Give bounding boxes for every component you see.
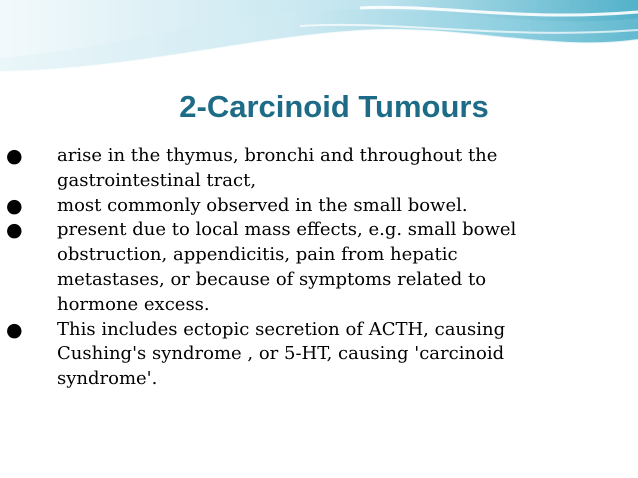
bullet-line: This includes ectopic secretion of ACTH, causing xyxy=(57,318,506,340)
bullet-line: gastrointestinal tract, xyxy=(57,169,257,191)
bullet-dot-icon: ● xyxy=(6,145,23,167)
bullet-line: obstruction, appendicitis, pain from hepatic xyxy=(57,244,458,266)
bullet-line: metastases, or because of symptoms related to xyxy=(57,268,487,290)
bullet-line: hormone excess. xyxy=(57,293,210,315)
bullet-line: most commonly observed in the small bowel. xyxy=(57,194,468,216)
bullet-dot-icon: ● xyxy=(6,194,23,217)
bullet-item-3 xyxy=(6,218,606,317)
bullet-item-1 xyxy=(6,144,606,194)
bullet-line: arise in the thymus, bronchi and throughout the xyxy=(57,145,498,166)
bullet-dot-icon: ● xyxy=(6,219,23,242)
decorative-wave-banner xyxy=(0,0,638,78)
bullet-item-4 xyxy=(6,318,606,392)
bullet-item-2 xyxy=(6,194,606,219)
bullet-dot-icon: ● xyxy=(6,318,23,341)
slide-title: 2-Carcinoid Tumours xyxy=(179,89,489,124)
bullet-line: syndrome'. xyxy=(57,368,158,390)
bullet-line: present due to local mass effects, e.g. small bowel xyxy=(57,219,517,241)
bullet-list xyxy=(6,144,606,392)
bullet-line: Cushing's syndrome , or 5-HT, causing 'carcinoid xyxy=(57,343,505,365)
